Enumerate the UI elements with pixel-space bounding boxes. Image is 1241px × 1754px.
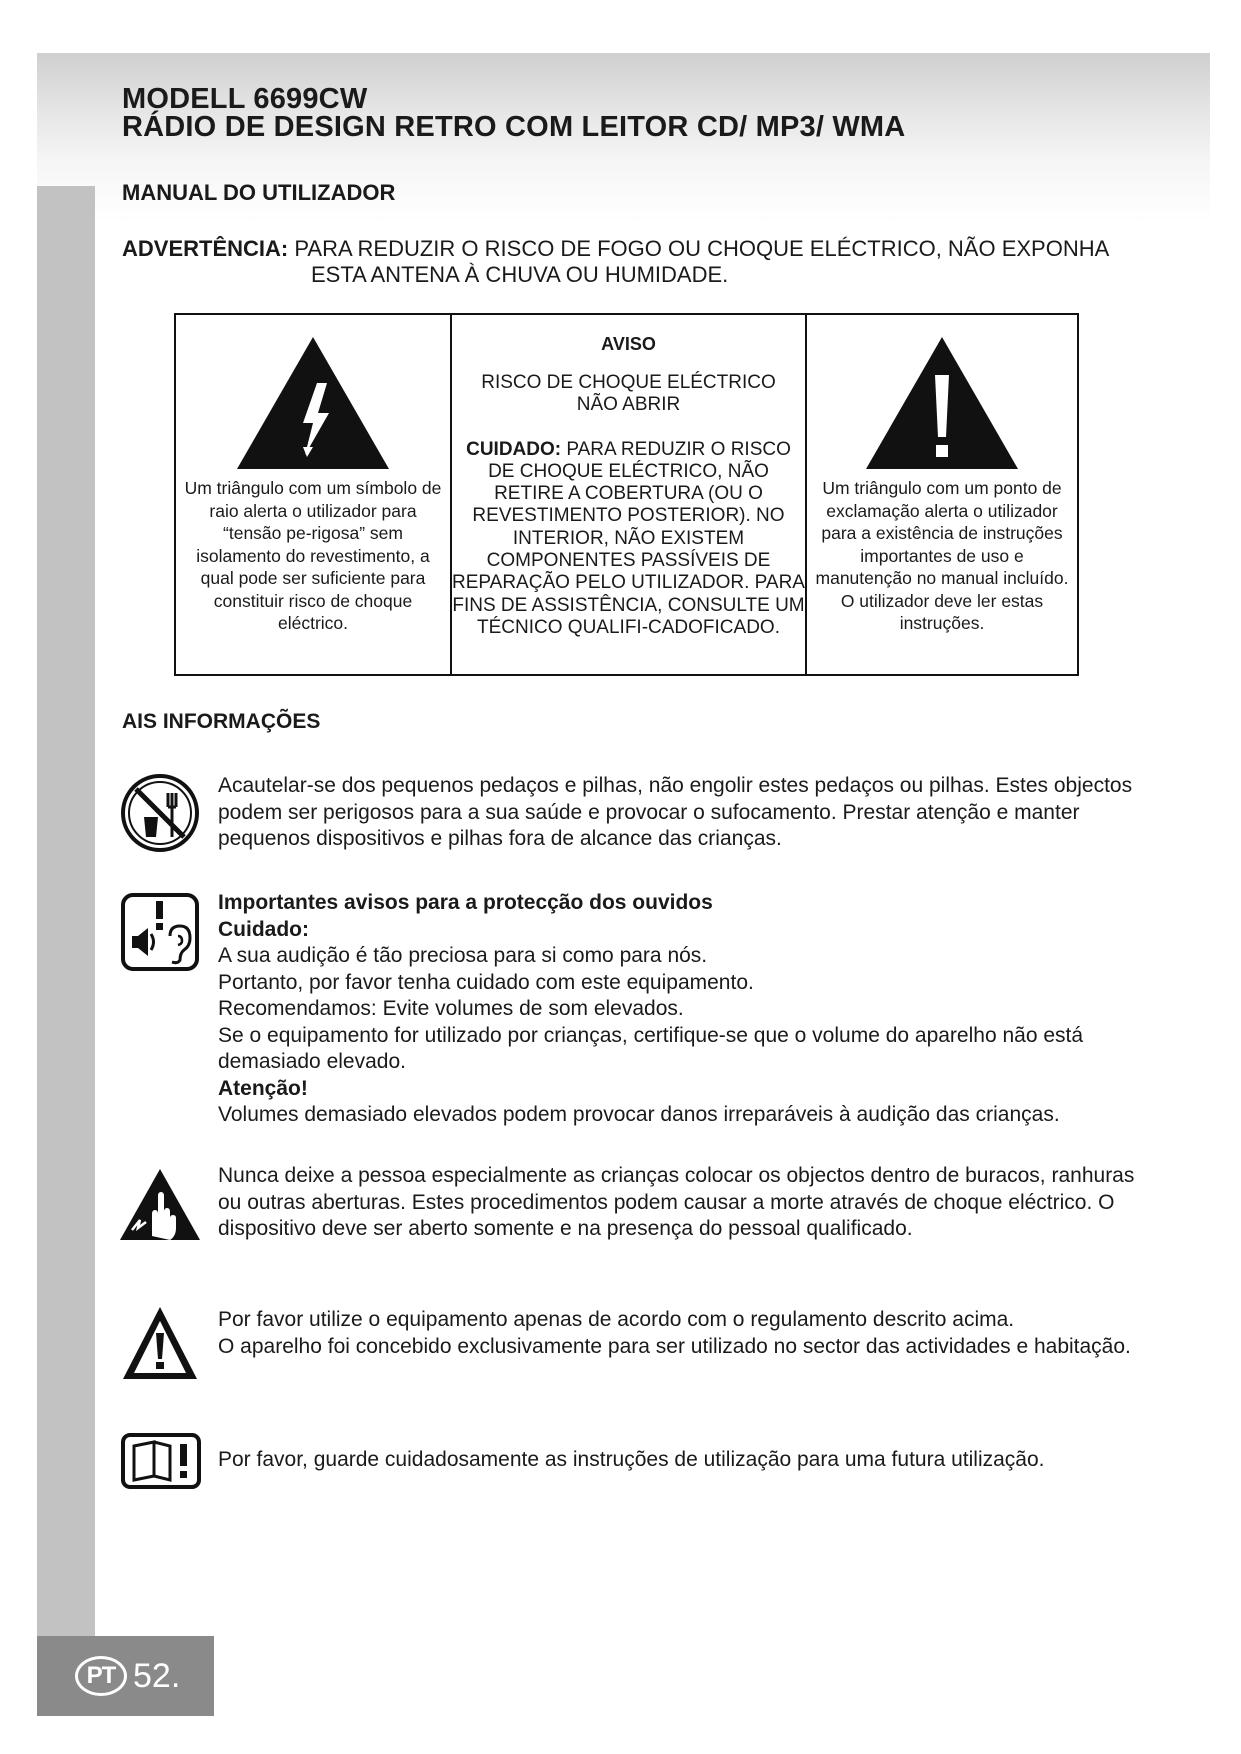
product-line: RÁDIO DE DESIGN RETRO COM LEITOR CD/ MP3/ WMA <box>122 111 906 143</box>
hearing-line-2: Portanto, por favor tenha cuidado com este equipamento. <box>218 970 754 994</box>
keep-manual-notice: Por favor, guarde cuidadosamente as instruções de utilização para uma futura utilização. <box>218 1448 1045 1471</box>
page-number: 52. <box>133 1656 181 1695</box>
hearing-caution-label: Cuidado: <box>218 917 309 941</box>
caution-body: PARA REDUZIR O RISCO DE CHOQUE ELÉCTRICO, NÃO RETIRE A COBERTURA (OU O REVESTIMENTO POSTERIOR). NO INTERIOR, NÃO EXISTEM COMPONENTES PASSÍVEIS DE REPARAÇÃO PELO UTILIZADOR. PARA FINS DE ASSISTÊNCIA, CONSULTE UM TÉCNICO QUALIFI-CADOFICADO. <box>452 438 805 638</box>
hearing-line-4: Se o equipamento for utilizado por crianças, certifique-se que o volume do aparelho não está demasiado elevado. <box>218 1023 1084 1073</box>
warning-table <box>174 313 1079 676</box>
page-title <box>122 85 905 141</box>
caution-triangle-icon <box>120 1303 200 1383</box>
warning-cell-left <box>176 315 452 674</box>
risk-line-2: NÃO ABRIR <box>576 394 681 415</box>
usage-line-2: O aparelho foi concebido exclusivamente para ser utilizado no sector das actividades e habitação. <box>218 1334 1131 1358</box>
section-title: AIS INFORMAÇÕES <box>122 710 321 733</box>
hearing-title: Importantes avisos para a protecção dos ouvidos <box>218 891 713 914</box>
manual-book-icon <box>120 1432 202 1490</box>
manual-title: MANUAL DO UTILIZADOR <box>122 180 396 205</box>
small-parts-warning: Acautelar-se dos pequenos pedaços e pilhas, não engolir estes pedaços ou pilhas. Estes objectos podem ser perigosos para a sua saúde e provocar o sufocamento. Prestar atenção e manter pequenos dispositivos e pilhas fora de alcance das crianças. <box>218 774 1133 850</box>
exclamation-caption: Um triângulo com um ponto de exclamação alerta o utilizador para a existência de instruções importantes de uso e manutenção no manual incluído. O utilizador deve ler estas instruções. <box>815 478 1069 633</box>
page-footer <box>37 1636 214 1716</box>
language-badge: PT <box>75 1656 127 1696</box>
lightning-caption: Um triângulo com um símbolo de raio alerta o utilizador para “tensão pe-rigosa” sem isolamento do revestimento, a qual pode ser suficiente para constituir risco de choque eléctrico. <box>184 478 442 633</box>
usage-line-1: Por favor utilize o equipamento apenas de acordo com o regulamento descrito acima. <box>218 1308 1015 1331</box>
exclamation-warning-icon <box>862 333 1022 473</box>
warning-cell-right <box>807 315 1077 674</box>
caution-label: CUIDADO: <box>466 438 562 460</box>
hearing-protection-icon <box>120 892 200 972</box>
warning-label: ADVERTÊNCIA: <box>122 236 289 261</box>
model-line: MODELL 6699CW <box>122 83 368 115</box>
risk-line-1: RISCO DE CHOQUE ELÉCTRICO <box>481 371 776 393</box>
warning-line-2: ESTA ANTENA À CHUVA OU HUMIDADE. <box>311 262 729 287</box>
hearing-line-1: A sua audição é tão preciosa para si como para nós. <box>218 944 708 967</box>
aviso-heading: AVISO <box>601 334 656 354</box>
no-swallow-icon <box>120 773 200 853</box>
warning-notice <box>122 236 1142 288</box>
warning-line-1: PARA REDUZIR O RISCO DE FOGO OU CHOQUE ELÉCTRICO, NÃO EXPONHA <box>294 236 1110 261</box>
hearing-line-5: Volumes demasiado elevados podem provocar danos irreparáveis à audição das crianças. <box>218 1103 1060 1126</box>
lightning-warning-icon <box>233 333 393 473</box>
hearing-warning <box>218 890 1158 1129</box>
openings-warning: Nunca deixe a pessoa especialmente as crianças colocar os objectos dentro de buracos, ranhuras ou outras aberturas. Estes procedimentos podem causar a morte através de choque eléctrico. O dispositivo deve ser aberto somente e na presença do pessoal qualificado. <box>218 1164 1135 1240</box>
usage-notice <box>218 1307 1158 1360</box>
side-bar <box>37 186 95 1636</box>
electric-shock-hand-icon <box>118 1166 202 1244</box>
risk-text <box>452 372 805 417</box>
caution-text <box>452 439 805 640</box>
warning-cell-middle <box>452 315 807 674</box>
hearing-line-3: Recomendamos: Evite volumes de som elevados. <box>218 997 684 1020</box>
hearing-attention-label: Atenção! <box>218 1076 308 1100</box>
